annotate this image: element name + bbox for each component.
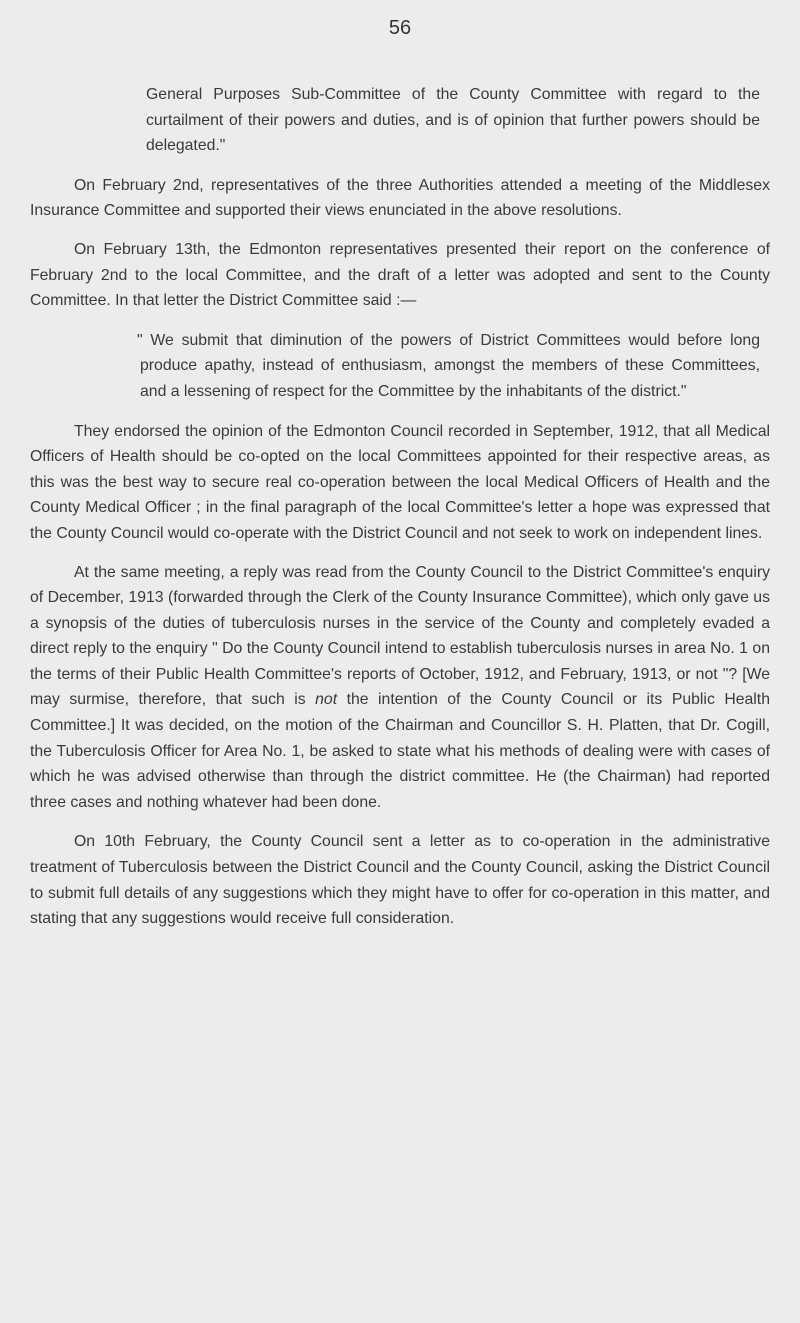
- paragraph-10th-february: On 10th February, the County Council sent a letter as to co-operation in the administrative treatment of Tuberculosis between the District Council and the County Council, asking the District Council to submit full details of any suggestions which they might have to offer for co-operation in this matter, and stating that any suggestions would receive full consideration.: [30, 833, 770, 928]
- paragraph-february-13th: On February 13th, the Edmonton representatives presented their report on the conference of February 2nd to the local Committee, and the draft of a letter was adopted and sent to the County Committee. In that letter the District Committee said :—: [30, 240, 770, 310]
- emphasis-not: not: [315, 691, 338, 709]
- paragraph-same-meeting-part-1: At the same meeting, a reply was read from the County Council to the District Committee's enquiry of December, 1913 (forwarded through the Clerk of the County Insurance Committee), which only gave us a synopsis of the duties of tuberculosis nurses in the service of the County and completely evaded a direct reply to the enquiry " Do the County Council intend to establish tuberculosis nurses in area No. 1 on the terms of their Public Health Committee's reports of October, 1912, and February, 1913, or not "? [We may surmise, therefore, that such is: [30, 563, 770, 709]
- paragraph-same-meeting: [30, 560, 770, 816]
- page-number: 56: [388, 17, 412, 39]
- paragraph-february-2nd: On February 2nd, representatives of the three Authorities attended a meeting of the Middlesex Insurance Committee and supported their views enunciated in the above resolutions.: [30, 176, 770, 220]
- paragraph-edmonton-opinion: They endorsed the opinion of the Edmonton Council recorded in September, 1912, that all Medical Officers of Health should be co-opted on the local Committees appointed for their respective areas, as this was the best way to secure real co-operation between the local Medical Officers of Health and the County Medical Officer ; in the final paragraph of the local Committee's letter a hope was expressed that the County Council would co-operate with the District Council and not seek to work on independent lines.: [30, 422, 770, 542]
- continued-quotation: General Purposes Sub-Committee of the County Committee with regard to the curtailment of their powers and duties, and is of opinion that further powers should be delegated.": [146, 86, 760, 155]
- district-committee-quotation: " We submit that diminution of the powers of District Committees would before long produce apathy, instead of enthusiasm, amongst the members of these Committees, and a lessening of respect for the Committee by the inhabitants of the district.": [137, 331, 760, 400]
- paragraph-same-meeting-part-2: the intention of the County Council or its Public Health Committee.] It was decided, on the motion of the Chairman and Councillor S. H. Platten, that Dr. Cogill, the Tuberculosis Officer for Area No. 1, be asked to state what his methods of dealing were with cases of which he was advised otherwise than through the district committee. He (the Chairman) had reported three cases and nothing whatever had been done.: [30, 691, 770, 811]
- page-body: [30, 82, 770, 932]
